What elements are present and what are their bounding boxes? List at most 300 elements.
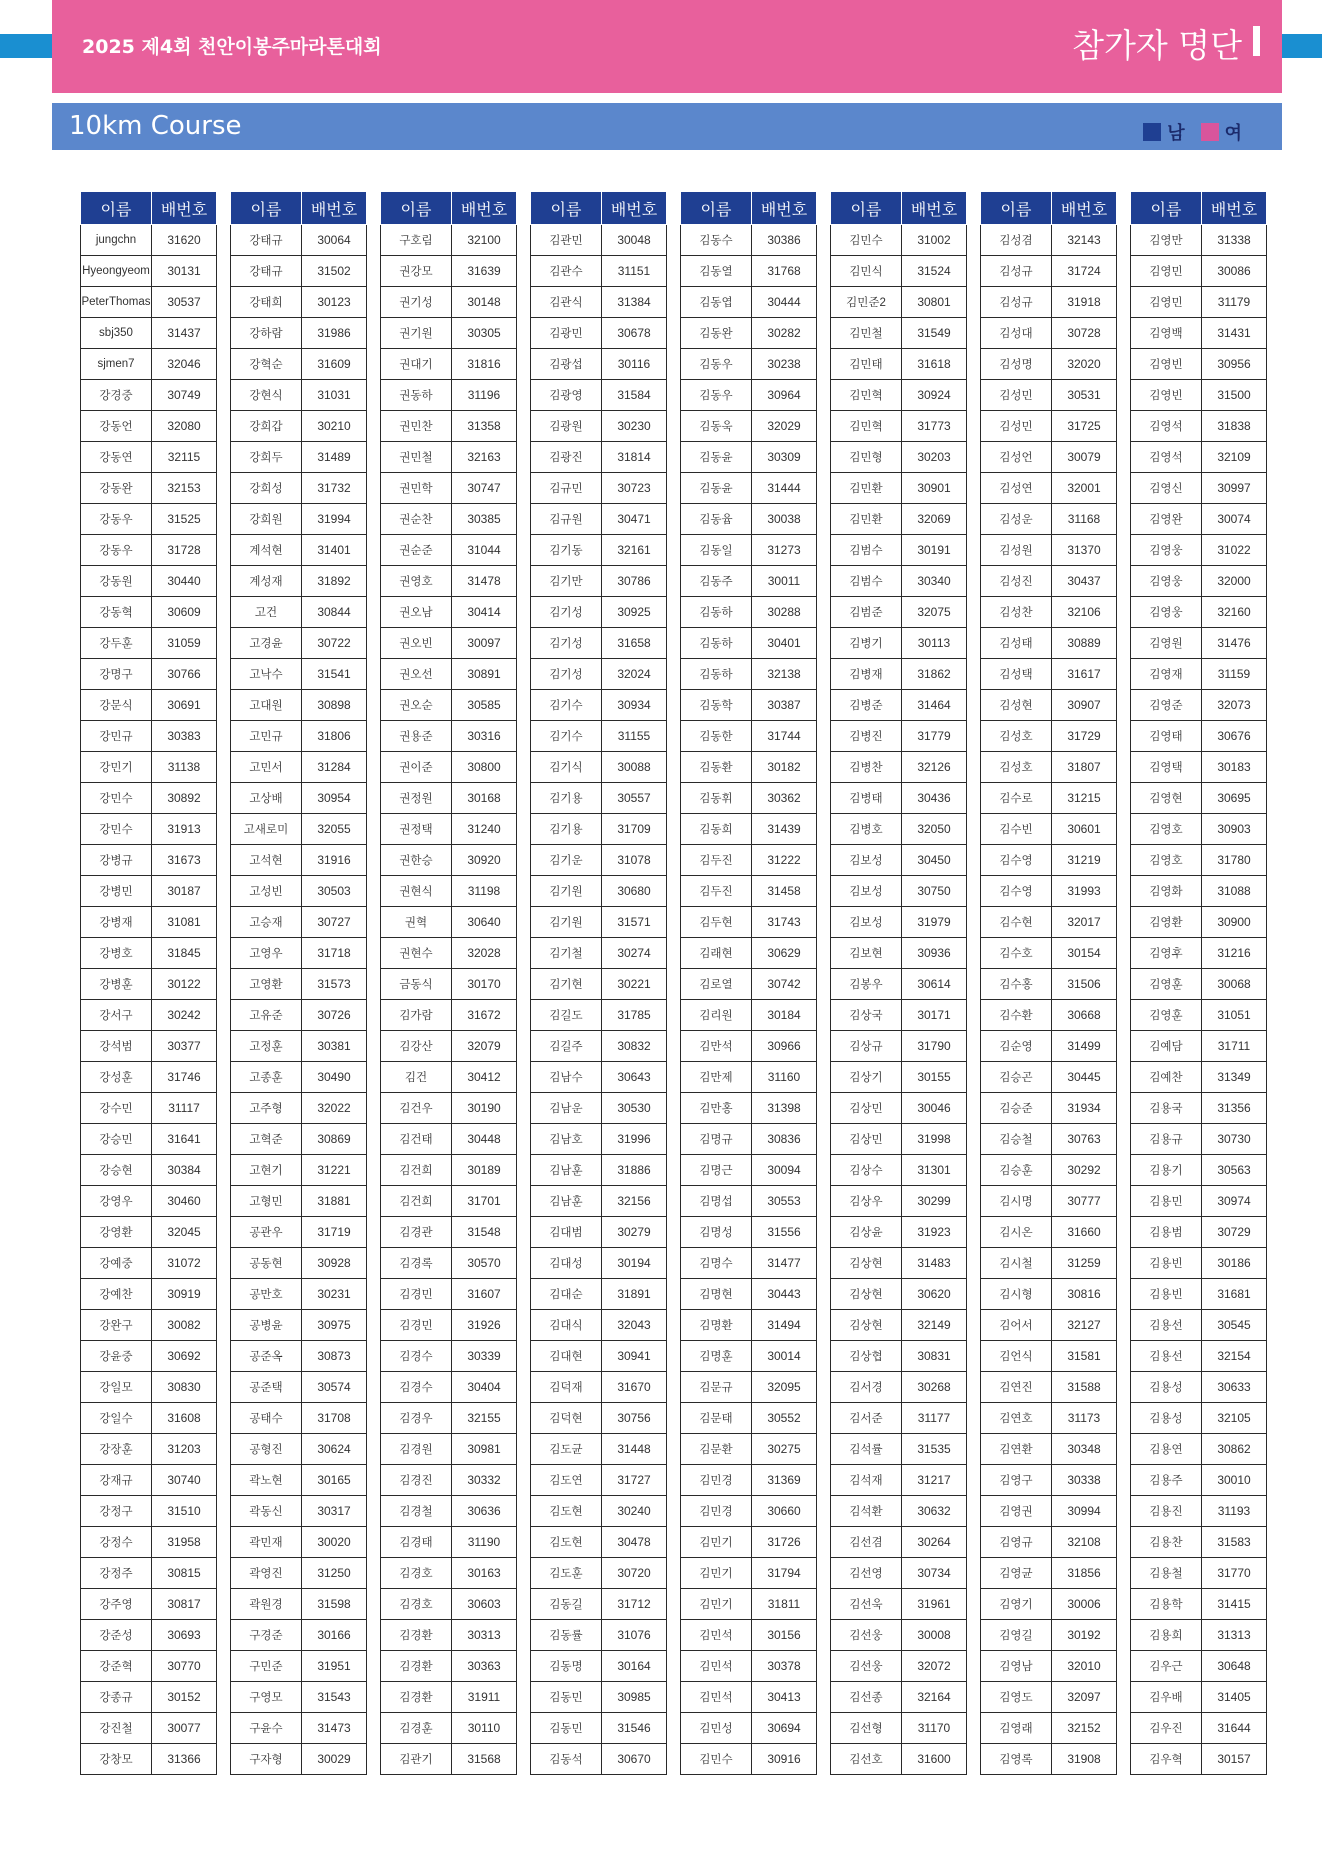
table-row xyxy=(981,783,1117,814)
table-row xyxy=(1131,690,1267,721)
participant-name: 곽동신 xyxy=(231,1496,302,1527)
bib-number: 31811 xyxy=(752,1589,817,1620)
table-row xyxy=(81,318,217,349)
participant-name: 김용빈 xyxy=(1131,1279,1202,1310)
participant-name: 김도현 xyxy=(531,1527,602,1558)
bib-number: 30919 xyxy=(152,1279,217,1310)
bib-number: 30412 xyxy=(452,1062,517,1093)
bib-number: 30011 xyxy=(752,566,817,597)
table-row xyxy=(81,566,217,597)
bib-number: 30048 xyxy=(602,225,667,256)
table-row xyxy=(381,1620,517,1651)
table-row xyxy=(681,845,817,876)
participant-name: 김수호 xyxy=(981,938,1052,969)
participant-name: 김기용 xyxy=(531,814,602,845)
table-row xyxy=(231,1651,367,1682)
participant-name: 강하람 xyxy=(231,318,302,349)
participant-name: 공병윤 xyxy=(231,1310,302,1341)
bib-number: 30800 xyxy=(452,752,517,783)
bib-number: 31807 xyxy=(1052,752,1117,783)
bib-number: 30163 xyxy=(452,1558,517,1589)
participant-name: 김규민 xyxy=(531,473,602,504)
table-row xyxy=(531,1682,667,1713)
participant-name: 김영석 xyxy=(1131,442,1202,473)
participant-name: 김기수 xyxy=(531,690,602,721)
bib-number: 31672 xyxy=(452,1000,517,1031)
bib-number: 30165 xyxy=(302,1465,367,1496)
participant-name: 김예찬 xyxy=(1131,1062,1202,1093)
participant-name: 김영호 xyxy=(1131,845,1202,876)
table-row xyxy=(1131,1093,1267,1124)
bib-number: 31583 xyxy=(1202,1527,1267,1558)
bib-number: 30636 xyxy=(452,1496,517,1527)
participant-name: 김우진 xyxy=(1131,1713,1202,1744)
participant-name: 김동명 xyxy=(531,1651,602,1682)
table-row xyxy=(231,1186,367,1217)
participant-name: 김규원 xyxy=(531,504,602,535)
participant-name: 김승훈 xyxy=(981,1155,1052,1186)
table-row xyxy=(381,1341,517,1372)
table-row xyxy=(831,473,967,504)
participant-name: 강명구 xyxy=(81,659,152,690)
bib-number: 31727 xyxy=(602,1465,667,1496)
participant-name: 강두훈 xyxy=(81,628,152,659)
participant-name: 김도현 xyxy=(531,1496,602,1527)
bib-number: 31216 xyxy=(1202,938,1267,969)
table-row xyxy=(231,1620,367,1651)
table-row xyxy=(831,1527,967,1558)
bib-number: 32022 xyxy=(302,1093,367,1124)
participant-name: 김동윰 xyxy=(681,504,752,535)
table-row xyxy=(231,628,367,659)
bib-number: 31155 xyxy=(602,721,667,752)
participant-name: 강창모 xyxy=(81,1744,152,1775)
table-row xyxy=(381,411,517,442)
bib-number: 31198 xyxy=(452,876,517,907)
participant-name: 곽민재 xyxy=(231,1527,302,1558)
table-row xyxy=(81,845,217,876)
participant-name: 고낙수 xyxy=(231,659,302,690)
participant-name: 김민성 xyxy=(681,1713,752,1744)
table-row xyxy=(231,1496,367,1527)
table-row xyxy=(531,287,667,318)
bib-number: 30924 xyxy=(902,380,967,411)
bib-number: 31711 xyxy=(1202,1031,1267,1062)
bib-number: 30240 xyxy=(602,1496,667,1527)
bib-number: 30014 xyxy=(752,1341,817,1372)
table-header-row xyxy=(381,192,517,225)
table-row xyxy=(681,535,817,566)
bib-number: 31719 xyxy=(302,1217,367,1248)
participant-name: 김관기 xyxy=(381,1744,452,1775)
bib-number: 32143 xyxy=(1052,225,1117,256)
table-row xyxy=(381,876,517,907)
participant-name: 김용학 xyxy=(1131,1589,1202,1620)
table-row xyxy=(981,535,1117,566)
table-row xyxy=(231,1558,367,1589)
participant-column xyxy=(1130,191,1267,1775)
participant-name: 곽영진 xyxy=(231,1558,302,1589)
participant-name: 김민경 xyxy=(681,1496,752,1527)
participant-name: 고혁준 xyxy=(231,1124,302,1155)
table-row xyxy=(681,721,817,752)
table-row xyxy=(531,380,667,411)
table-row xyxy=(681,752,817,783)
bib-number: 31639 xyxy=(452,256,517,287)
table-row xyxy=(1131,783,1267,814)
table-row xyxy=(531,535,667,566)
participant-name: 구자형 xyxy=(231,1744,302,1775)
participant-name: 김건희 xyxy=(381,1186,452,1217)
bib-number: 30574 xyxy=(302,1372,367,1403)
table-row xyxy=(381,690,517,721)
participant-name: 강병호 xyxy=(81,938,152,969)
table-row xyxy=(381,256,517,287)
table-row xyxy=(381,1124,517,1155)
table-row xyxy=(531,876,667,907)
participant-name: 강준성 xyxy=(81,1620,152,1651)
table-row xyxy=(531,256,667,287)
participant-name: 김민석 xyxy=(681,1682,752,1713)
table-row xyxy=(381,1186,517,1217)
participant-name: 김문규 xyxy=(681,1372,752,1403)
participant-name: 김동환 xyxy=(681,752,752,783)
table-row xyxy=(231,1062,367,1093)
table-row xyxy=(81,1093,217,1124)
bib-number: 30413 xyxy=(752,1682,817,1713)
bib-number: 31708 xyxy=(302,1403,367,1434)
table-row xyxy=(981,1341,1117,1372)
participant-name: 김성겸 xyxy=(981,225,1052,256)
table-header-row xyxy=(831,192,967,225)
bib-number: 30692 xyxy=(152,1341,217,1372)
bib-number: 31609 xyxy=(302,349,367,380)
bib-number: 30116 xyxy=(602,349,667,380)
participant-name: 김광영 xyxy=(531,380,602,411)
participant-name: 김경환 xyxy=(381,1682,452,1713)
bib-number: 30148 xyxy=(452,287,517,318)
bib-number: 31814 xyxy=(602,442,667,473)
bib-number: 31608 xyxy=(152,1403,217,1434)
bib-number: 32043 xyxy=(602,1310,667,1341)
participant-name: 김승철 xyxy=(981,1124,1052,1155)
table-row xyxy=(231,1000,367,1031)
participant-name: 강동우 xyxy=(81,535,152,566)
participant-name: 강성훈 xyxy=(81,1062,152,1093)
bib-number: 30340 xyxy=(902,566,967,597)
participant-name: 강재규 xyxy=(81,1465,152,1496)
participant-name: 김용연 xyxy=(1131,1434,1202,1465)
participant-name: 강승민 xyxy=(81,1124,152,1155)
participant-name: 김민식 xyxy=(831,256,902,287)
participant-column xyxy=(80,191,217,1775)
participant-name: 김성명 xyxy=(981,349,1052,380)
table-row xyxy=(381,659,517,690)
table-row xyxy=(381,783,517,814)
participant-name: 김남훈 xyxy=(531,1155,602,1186)
bib-number: 32161 xyxy=(602,535,667,566)
bib-number: 31546 xyxy=(602,1713,667,1744)
participant-name: 김영훈 xyxy=(1131,1000,1202,1031)
table-row xyxy=(531,938,667,969)
bib-number: 30414 xyxy=(452,597,517,628)
bib-number: 31556 xyxy=(752,1217,817,1248)
table-row xyxy=(231,969,367,1000)
table-row xyxy=(81,1496,217,1527)
table-row xyxy=(381,1372,517,1403)
table-row xyxy=(531,1434,667,1465)
bib-number: 30210 xyxy=(302,411,367,442)
participant-name: 곽원경 xyxy=(231,1589,302,1620)
participant-name: 김길도 xyxy=(531,1000,602,1031)
table-row xyxy=(981,349,1117,380)
participant-name: 김동우 xyxy=(681,349,752,380)
participant-name: 김석재 xyxy=(831,1465,902,1496)
bib-number: 30309 xyxy=(752,442,817,473)
bib-number: 31856 xyxy=(1052,1558,1117,1589)
participant-name: 김동하 xyxy=(681,597,752,628)
table-row xyxy=(231,1341,367,1372)
table-row xyxy=(381,969,517,1000)
table-row xyxy=(831,256,967,287)
table-row xyxy=(231,783,367,814)
table-row xyxy=(981,318,1117,349)
bib-number: 30242 xyxy=(152,1000,217,1031)
bib-number: 30275 xyxy=(752,1434,817,1465)
bib-number: 31926 xyxy=(452,1310,517,1341)
bib-number: 30282 xyxy=(752,318,817,349)
table-row xyxy=(831,1403,967,1434)
table-row xyxy=(231,442,367,473)
participant-name: 고형민 xyxy=(231,1186,302,1217)
participant-name: 공태수 xyxy=(231,1403,302,1434)
table-row xyxy=(81,1403,217,1434)
bib-number: 30362 xyxy=(752,783,817,814)
bib-number: 31993 xyxy=(1052,876,1117,907)
table-row xyxy=(531,1310,667,1341)
table-row xyxy=(381,1682,517,1713)
participant-name: 김명훈 xyxy=(681,1341,752,1372)
participant-name: 김성민 xyxy=(981,411,1052,442)
bib-number: 30844 xyxy=(302,597,367,628)
bib-number: 31222 xyxy=(752,845,817,876)
table-row xyxy=(981,1744,1117,1775)
table-row xyxy=(231,907,367,938)
table-row xyxy=(681,1496,817,1527)
participant-name: 김상윤 xyxy=(831,1217,902,1248)
bib-number: 30008 xyxy=(902,1620,967,1651)
participant-name: 김민환 xyxy=(831,504,902,535)
table-row xyxy=(531,318,667,349)
table-row xyxy=(81,907,217,938)
bib-number: 32079 xyxy=(452,1031,517,1062)
participant-name: 김민혁 xyxy=(831,380,902,411)
table-row xyxy=(831,1217,967,1248)
table-row xyxy=(681,1124,817,1155)
participant-name: 김용진 xyxy=(1131,1496,1202,1527)
participant-name: 고민규 xyxy=(231,721,302,752)
table-row xyxy=(831,1744,967,1775)
bib-number: 30691 xyxy=(152,690,217,721)
participant-name: 강동혁 xyxy=(81,597,152,628)
bib-number: 30123 xyxy=(302,287,367,318)
table-row xyxy=(681,380,817,411)
bib-number: 31384 xyxy=(602,287,667,318)
participant-name: 강민수 xyxy=(81,783,152,814)
participant-name: 고민서 xyxy=(231,752,302,783)
table-row xyxy=(81,1372,217,1403)
bib-number: 30632 xyxy=(902,1496,967,1527)
bib-number: 32072 xyxy=(902,1651,967,1682)
participant-name: 김용찬 xyxy=(1131,1527,1202,1558)
table-row xyxy=(381,1434,517,1465)
participant-name: 김수영 xyxy=(981,876,1052,907)
bib-number: 30230 xyxy=(602,411,667,442)
bib-number: 30189 xyxy=(452,1155,517,1186)
participant-name: 김상민 xyxy=(831,1124,902,1155)
table-row xyxy=(831,1651,967,1682)
bib-number: 32156 xyxy=(602,1186,667,1217)
participant-name: 김민철 xyxy=(831,318,902,349)
bib-number: 30640 xyxy=(452,907,517,938)
bib-number: 30339 xyxy=(452,1341,517,1372)
bib-number: 32154 xyxy=(1202,1341,1267,1372)
participant-name: 김서준 xyxy=(831,1403,902,1434)
participant-name: 김동하 xyxy=(681,659,752,690)
participant-name: 김보현 xyxy=(831,938,902,969)
table-row xyxy=(81,938,217,969)
table-row xyxy=(1131,225,1267,256)
bib-number: 31816 xyxy=(452,349,517,380)
bib-number: 31059 xyxy=(152,628,217,659)
table-row xyxy=(981,411,1117,442)
table-row xyxy=(831,1589,967,1620)
table-row xyxy=(231,566,367,597)
participant-name: 김어서 xyxy=(981,1310,1052,1341)
bib-number: 32126 xyxy=(902,752,967,783)
participant-name: 김동길 xyxy=(531,1589,602,1620)
bib-number: 30747 xyxy=(452,473,517,504)
participant-name: 김영만 xyxy=(1131,225,1202,256)
participant-name: 권강모 xyxy=(381,256,452,287)
bib-number: 30531 xyxy=(1052,380,1117,411)
participant-name: 권영호 xyxy=(381,566,452,597)
participant-name: 김관수 xyxy=(531,256,602,287)
participant-name: 김보성 xyxy=(831,876,902,907)
participant-name: 김병재 xyxy=(831,659,902,690)
bib-number: 30722 xyxy=(302,628,367,659)
participant-name: 김상규 xyxy=(831,1031,902,1062)
table-row xyxy=(531,1403,667,1434)
table-row xyxy=(681,349,817,380)
bib-number: 30891 xyxy=(452,659,517,690)
table-row xyxy=(681,504,817,535)
participant-name: 김영재 xyxy=(1131,659,1202,690)
bib-number: 31358 xyxy=(452,411,517,442)
participant-name: 고대원 xyxy=(231,690,302,721)
table-row xyxy=(1131,1713,1267,1744)
bib-number: 31151 xyxy=(602,256,667,287)
participant-name: 권용준 xyxy=(381,721,452,752)
table-row xyxy=(1131,1744,1267,1775)
bib-number: 31641 xyxy=(152,1124,217,1155)
table-row xyxy=(681,1682,817,1713)
participant-name: 김용성 xyxy=(1131,1403,1202,1434)
table-row xyxy=(531,1217,667,1248)
participant-name: 김동주 xyxy=(681,566,752,597)
participant-name: 고종훈 xyxy=(231,1062,302,1093)
bib-number: 32017 xyxy=(1052,907,1117,938)
bib-number: 30954 xyxy=(302,783,367,814)
participant-name: 김우혁 xyxy=(1131,1744,1202,1775)
bib-number: 31159 xyxy=(1202,659,1267,690)
bib-number: 31725 xyxy=(1052,411,1117,442)
table-row xyxy=(981,876,1117,907)
table-row xyxy=(681,969,817,1000)
table-row xyxy=(981,1093,1117,1124)
participant-name: 공형진 xyxy=(231,1434,302,1465)
bib-number: 31338 xyxy=(1202,225,1267,256)
table-row xyxy=(681,938,817,969)
participant-name: 강희성 xyxy=(231,473,302,504)
table-row xyxy=(1131,349,1267,380)
bib-number: 31160 xyxy=(752,1062,817,1093)
bib-number: 30006 xyxy=(1052,1589,1117,1620)
bib-number: 30437 xyxy=(1052,566,1117,597)
table-row xyxy=(981,1031,1117,1062)
bib-number: 30552 xyxy=(752,1403,817,1434)
table-row xyxy=(381,473,517,504)
table-row xyxy=(1131,1124,1267,1155)
bib-number: 30862 xyxy=(1202,1434,1267,1465)
bib-number: 30381 xyxy=(302,1031,367,1062)
table-row xyxy=(831,1279,967,1310)
table-row xyxy=(381,442,517,473)
table-row xyxy=(231,1713,367,1744)
participant-name: 김연호 xyxy=(981,1403,1052,1434)
bib-number: 31398 xyxy=(752,1093,817,1124)
table-row xyxy=(1131,1000,1267,1031)
table-row xyxy=(531,659,667,690)
participant-name: 김동한 xyxy=(681,721,752,752)
bib-column-header: 배번호 xyxy=(452,192,517,225)
participant-name: 김남운 xyxy=(531,1093,602,1124)
participant-name: 계성재 xyxy=(231,566,302,597)
participant-name: 강일수 xyxy=(81,1403,152,1434)
table-row xyxy=(381,845,517,876)
bib-number: 30816 xyxy=(1052,1279,1117,1310)
participant-name: 김경철 xyxy=(381,1496,452,1527)
participant-name: 김영권 xyxy=(981,1496,1052,1527)
bib-number: 31660 xyxy=(1052,1217,1117,1248)
table-row xyxy=(1131,1651,1267,1682)
participant-name: 강완구 xyxy=(81,1310,152,1341)
bib-number: 30020 xyxy=(302,1527,367,1558)
bib-number: 31476 xyxy=(1202,628,1267,659)
table-row xyxy=(531,225,667,256)
participant-name: 김경호 xyxy=(381,1558,452,1589)
bib-number: 30166 xyxy=(302,1620,367,1651)
bib-number: 30609 xyxy=(152,597,217,628)
bib-number: 31862 xyxy=(902,659,967,690)
bib-number: 30563 xyxy=(1202,1155,1267,1186)
table-row xyxy=(831,1620,967,1651)
participant-name: 고건 xyxy=(231,597,302,628)
participant-name: 강희원 xyxy=(231,504,302,535)
participant-name: 김동민 xyxy=(531,1713,602,1744)
bib-number: 31439 xyxy=(752,814,817,845)
table-row xyxy=(531,1620,667,1651)
